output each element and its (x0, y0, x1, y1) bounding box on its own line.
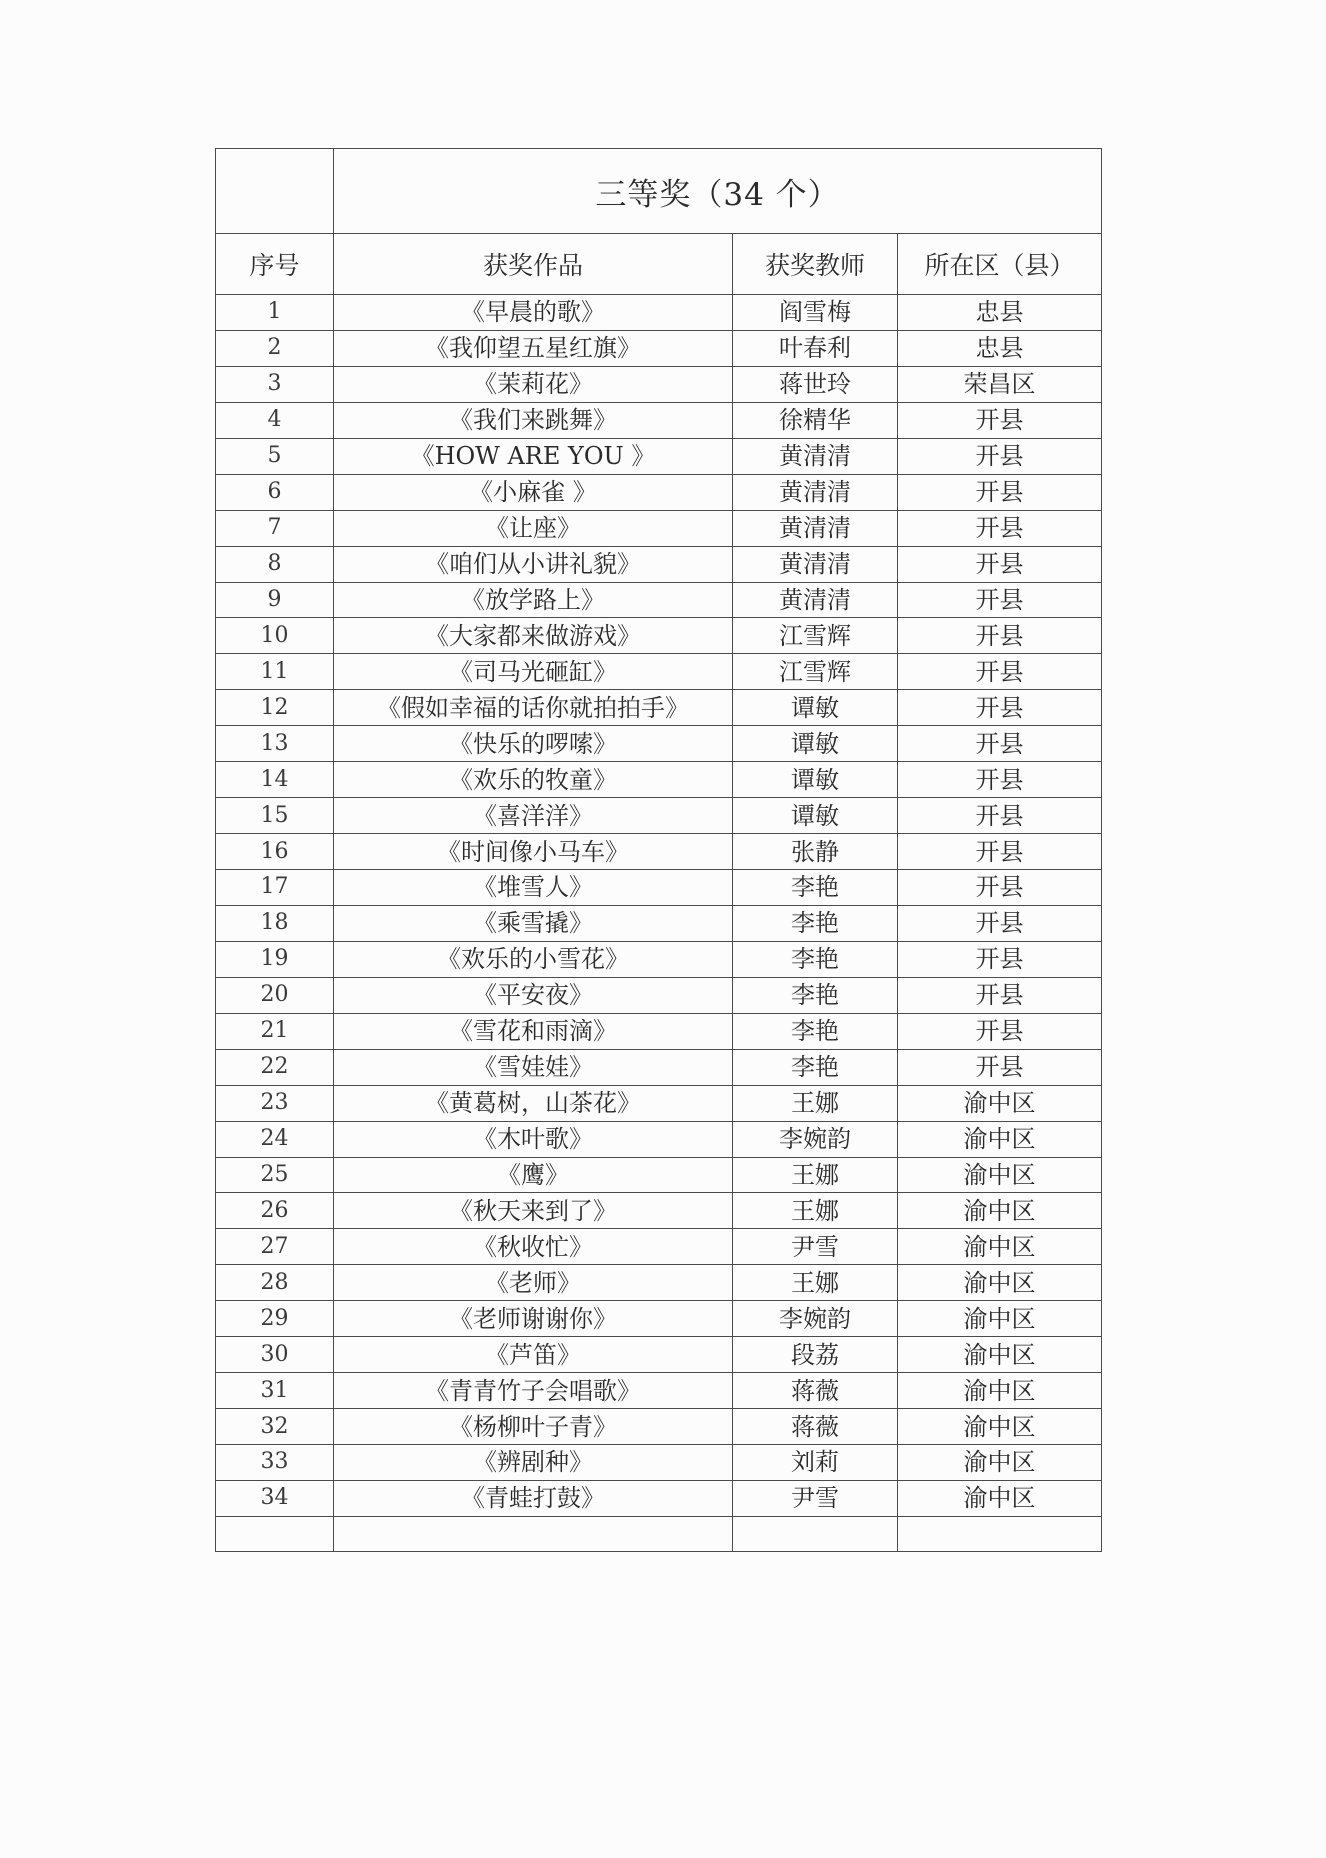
cell-work: 《欢乐的小雪花》 (334, 941, 733, 977)
cell-work: 《杨柳叶子青》 (334, 1409, 733, 1445)
cell-index: 10 (216, 618, 334, 654)
cell-teacher: 王娜 (733, 1265, 898, 1301)
cell-index: 16 (216, 834, 334, 870)
cell-region: 开县 (898, 510, 1102, 546)
cell-region: 开县 (898, 654, 1102, 690)
table-row (216, 1157, 1102, 1193)
award-title: 三等奖（34 个） (595, 176, 840, 213)
cell-index: 18 (216, 905, 334, 941)
cell-index: 30 (216, 1337, 334, 1373)
cell-region: 渝中区 (898, 1337, 1102, 1373)
table-row (216, 1193, 1102, 1229)
table-row (216, 1265, 1102, 1301)
cell-work: 《辨剧种》 (334, 1445, 733, 1481)
cell-index: 23 (216, 1085, 334, 1121)
cell-teacher: 段荔 (733, 1337, 898, 1373)
cell-work: 《我们来跳舞》 (334, 402, 733, 438)
cell-region: 开县 (898, 905, 1102, 941)
cell-region: 开县 (898, 870, 1102, 906)
cell-region: 渝中区 (898, 1301, 1102, 1337)
cell-region: 荣昌区 (898, 366, 1102, 402)
cell-work: 《青青竹子会唱歌》 (334, 1373, 733, 1409)
cell-teacher: 尹雪 (733, 1229, 898, 1265)
cell-teacher: 黄清清 (733, 474, 898, 510)
cell-index: 31 (216, 1373, 334, 1409)
cell-work: 《秋收忙》 (334, 1229, 733, 1265)
cell-region: 开县 (898, 618, 1102, 654)
cell-region: 开县 (898, 977, 1102, 1013)
table-row (216, 582, 1102, 618)
cell-region: 开县 (898, 726, 1102, 762)
cell-work: 《芦笛》 (334, 1337, 733, 1373)
cell-teacher: 阎雪梅 (733, 295, 898, 331)
blank-cell (898, 1516, 1102, 1551)
cell-work: 《茉莉花》 (334, 366, 733, 402)
blank-cell (733, 1516, 898, 1551)
award-title-cell (334, 149, 1102, 234)
cell-work: 《黄葛树，山茶花》 (334, 1085, 733, 1121)
table-row (216, 438, 1102, 474)
cell-teacher: 谭敏 (733, 798, 898, 834)
table-row (216, 546, 1102, 582)
cell-work: 《咱们从小讲礼貌》 (334, 546, 733, 582)
cell-index: 19 (216, 941, 334, 977)
cell-teacher: 叶春利 (733, 330, 898, 366)
cell-work: 《秋天来到了》 (334, 1193, 733, 1229)
header-work: 获奖作品 (334, 234, 733, 295)
cell-region: 开县 (898, 798, 1102, 834)
cell-work: 《时间像小马车》 (334, 834, 733, 870)
cell-work: 《司马光砸缸》 (334, 654, 733, 690)
cell-work: 《乘雪撬》 (334, 905, 733, 941)
table-row (216, 295, 1102, 331)
cell-work: 《平安夜》 (334, 977, 733, 1013)
cell-index: 9 (216, 582, 334, 618)
cell-work: 《大家都来做游戏》 (334, 618, 733, 654)
cell-index: 17 (216, 870, 334, 906)
blank-cell (216, 1516, 334, 1551)
cell-teacher: 黄清清 (733, 546, 898, 582)
cell-work: 《青蛙打鼓》 (334, 1480, 733, 1516)
header-index: 序号 (216, 234, 334, 295)
awards-table (215, 148, 1102, 1552)
cell-index: 22 (216, 1049, 334, 1085)
cell-work: 《早晨的歌》 (334, 295, 733, 331)
cell-region: 忠县 (898, 330, 1102, 366)
table-row (216, 510, 1102, 546)
cell-work: 《喜洋洋》 (334, 798, 733, 834)
cell-region: 开县 (898, 582, 1102, 618)
cell-index: 33 (216, 1445, 334, 1481)
table-row (216, 654, 1102, 690)
cell-work: 《放学路上》 (334, 582, 733, 618)
cell-index: 34 (216, 1480, 334, 1516)
cell-region: 渝中区 (898, 1265, 1102, 1301)
cell-teacher: 王娜 (733, 1085, 898, 1121)
cell-work: 《雪花和雨滴》 (334, 1013, 733, 1049)
cell-index: 27 (216, 1229, 334, 1265)
cell-index: 6 (216, 474, 334, 510)
cell-index: 12 (216, 690, 334, 726)
table-row (216, 1337, 1102, 1373)
table-row (216, 474, 1102, 510)
cell-index: 15 (216, 798, 334, 834)
table-row (216, 1049, 1102, 1085)
cell-teacher: 蒋薇 (733, 1409, 898, 1445)
cell-region: 开县 (898, 546, 1102, 582)
table-row (216, 1480, 1102, 1516)
cell-teacher: 李艳 (733, 1049, 898, 1085)
cell-teacher: 黄清清 (733, 510, 898, 546)
cell-region: 开县 (898, 1049, 1102, 1085)
cell-index: 5 (216, 438, 334, 474)
cell-index: 25 (216, 1157, 334, 1193)
table-row (216, 870, 1102, 906)
header-row (216, 234, 1102, 295)
cell-index: 14 (216, 762, 334, 798)
cell-region: 开县 (898, 690, 1102, 726)
cell-index: 1 (216, 295, 334, 331)
cell-teacher: 谭敏 (733, 762, 898, 798)
cell-region: 渝中区 (898, 1157, 1102, 1193)
cell-region: 开县 (898, 402, 1102, 438)
cell-index: 11 (216, 654, 334, 690)
cell-region: 渝中区 (898, 1480, 1102, 1516)
cell-work: 《雪娃娃》 (334, 1049, 733, 1085)
table-row (216, 1301, 1102, 1337)
cell-teacher: 蒋世玲 (733, 366, 898, 402)
cell-region: 开县 (898, 762, 1102, 798)
cell-region: 渝中区 (898, 1373, 1102, 1409)
table-row (216, 1013, 1102, 1049)
cell-teacher: 徐精华 (733, 402, 898, 438)
cell-teacher: 李艳 (733, 977, 898, 1013)
table-row (216, 905, 1102, 941)
cell-index: 4 (216, 402, 334, 438)
cell-teacher: 李艳 (733, 1013, 898, 1049)
table-row (216, 834, 1102, 870)
table-row (216, 977, 1102, 1013)
cell-teacher: 蒋薇 (733, 1373, 898, 1409)
table-row (216, 726, 1102, 762)
cell-work: 《小麻雀 》 (334, 474, 733, 510)
cell-index: 2 (216, 330, 334, 366)
cell-index: 26 (216, 1193, 334, 1229)
cell-work: 《让座》 (334, 510, 733, 546)
blank-cell (334, 1516, 733, 1551)
cell-index: 28 (216, 1265, 334, 1301)
cell-index: 13 (216, 726, 334, 762)
table-row (216, 1085, 1102, 1121)
cell-region: 渝中区 (898, 1445, 1102, 1481)
blank-row (216, 1516, 1102, 1551)
cell-work: 《快乐的啰嗦》 (334, 726, 733, 762)
cell-work: 《鹰》 (334, 1157, 733, 1193)
cell-index: 21 (216, 1013, 334, 1049)
cell-teacher: 刘莉 (733, 1445, 898, 1481)
cell-teacher: 黄清清 (733, 438, 898, 474)
cell-work: 《老师》 (334, 1265, 733, 1301)
table-row (216, 1445, 1102, 1481)
cell-index: 32 (216, 1409, 334, 1445)
cell-region: 渝中区 (898, 1193, 1102, 1229)
cell-work: 《我仰望五星红旗》 (334, 330, 733, 366)
table-row (216, 366, 1102, 402)
cell-teacher: 王娜 (733, 1193, 898, 1229)
table-row (216, 798, 1102, 834)
table-row (216, 941, 1102, 977)
cell-region: 渝中区 (898, 1409, 1102, 1445)
cell-index: 20 (216, 977, 334, 1013)
table-row (216, 1229, 1102, 1265)
cell-region: 开县 (898, 438, 1102, 474)
title-blank-cell (216, 149, 334, 234)
cell-teacher: 江雪辉 (733, 654, 898, 690)
cell-index: 24 (216, 1121, 334, 1157)
cell-teacher: 李艳 (733, 905, 898, 941)
table-row (216, 1373, 1102, 1409)
table-row (216, 330, 1102, 366)
cell-teacher: 李婉韵 (733, 1121, 898, 1157)
cell-index: 8 (216, 546, 334, 582)
table-row (216, 1121, 1102, 1157)
cell-teacher: 李艳 (733, 941, 898, 977)
cell-teacher: 李艳 (733, 870, 898, 906)
cell-teacher: 江雪辉 (733, 618, 898, 654)
table-row (216, 1409, 1102, 1445)
cell-index: 29 (216, 1301, 334, 1337)
cell-index: 3 (216, 366, 334, 402)
cell-region: 开县 (898, 1013, 1102, 1049)
title-row (216, 149, 1102, 234)
table-row (216, 402, 1102, 438)
table-row (216, 690, 1102, 726)
cell-region: 开县 (898, 474, 1102, 510)
cell-region: 渝中区 (898, 1085, 1102, 1121)
cell-teacher: 谭敏 (733, 690, 898, 726)
cell-region: 忠县 (898, 295, 1102, 331)
cell-region: 渝中区 (898, 1229, 1102, 1265)
header-region: 所在区（县） (898, 234, 1102, 295)
cell-teacher: 王娜 (733, 1157, 898, 1193)
cell-work: 《HOW ARE YOU 》 (334, 438, 733, 474)
header-teacher: 获奖教师 (733, 234, 898, 295)
cell-teacher: 张静 (733, 834, 898, 870)
cell-work: 《欢乐的牧童》 (334, 762, 733, 798)
cell-work: 《木叶歌》 (334, 1121, 733, 1157)
cell-region: 开县 (898, 941, 1102, 977)
cell-work: 《老师谢谢你》 (334, 1301, 733, 1337)
table-row (216, 762, 1102, 798)
cell-teacher: 尹雪 (733, 1480, 898, 1516)
table-body (216, 295, 1102, 1552)
cell-teacher: 黄清清 (733, 582, 898, 618)
cell-teacher: 李婉韵 (733, 1301, 898, 1337)
cell-region: 开县 (898, 834, 1102, 870)
cell-work: 《堆雪人》 (334, 870, 733, 906)
cell-teacher: 谭敏 (733, 726, 898, 762)
cell-index: 7 (216, 510, 334, 546)
cell-region: 渝中区 (898, 1121, 1102, 1157)
table-row (216, 618, 1102, 654)
cell-work: 《假如幸福的话你就拍拍手》 (334, 690, 733, 726)
